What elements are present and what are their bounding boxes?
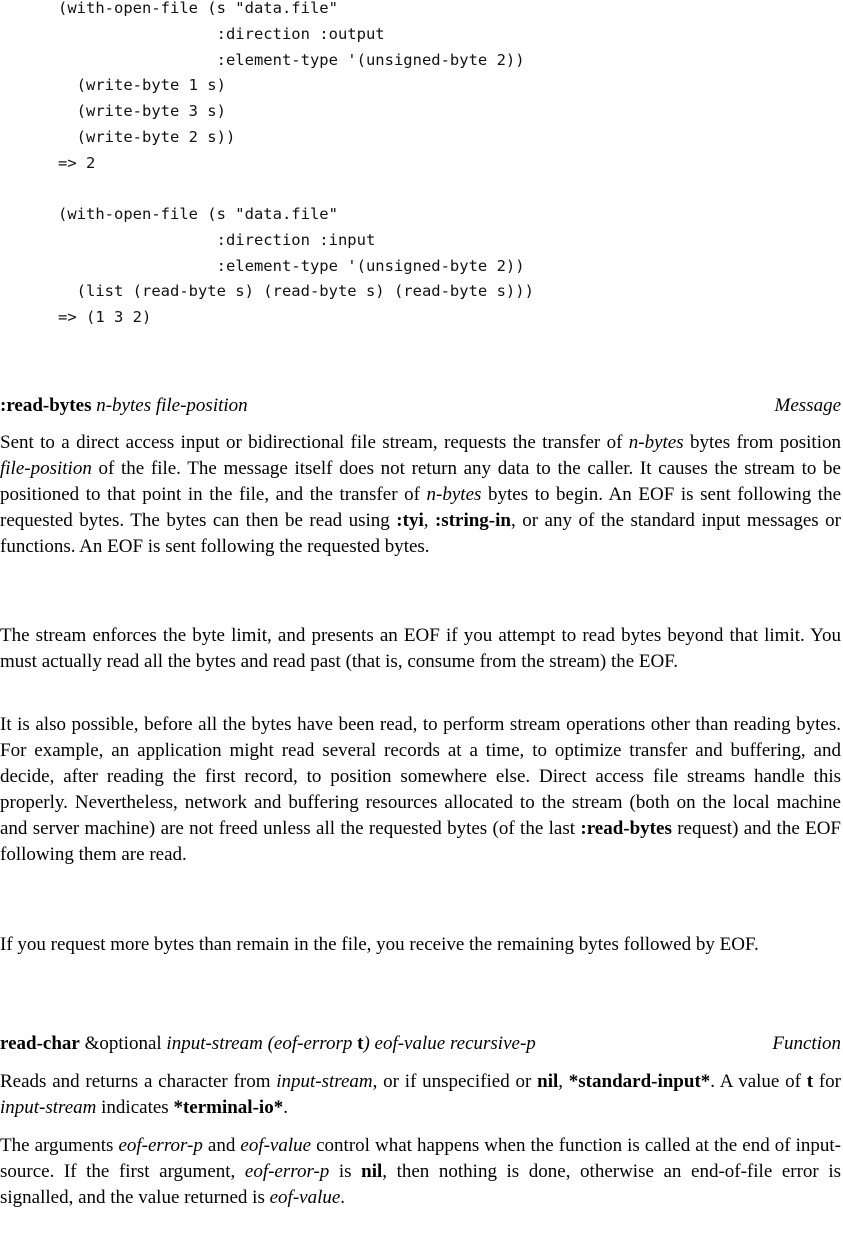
keyword-ref: *terminal-io*	[173, 1097, 284, 1118]
code-line: (write-byte 1 s)	[58, 76, 226, 95]
text-run: .	[340, 1187, 346, 1208]
code-line: :direction :output	[58, 24, 385, 43]
read-bytes-description-paragraph	[0, 430, 841, 560]
code-example-input	[58, 202, 534, 331]
arg-ref: eof-error-p	[118, 1135, 203, 1156]
eof-arguments-paragraph	[0, 1133, 841, 1211]
arg-ref: n-bytes	[426, 484, 482, 505]
text-run: , then nothing is done, otherwise an end-of-file error is signalled, and the value returned is	[0, 1161, 841, 1208]
entry-type: Message	[774, 395, 841, 416]
read-char-description-paragraph	[0, 1069, 841, 1121]
text-run: The arguments	[0, 1135, 119, 1156]
entry-name: read-char	[0, 1033, 80, 1054]
entry-arg: recursive-p	[449, 1033, 536, 1054]
code-line: :direction :input	[58, 230, 376, 249]
code-line: (write-byte 3 s)	[58, 102, 226, 121]
text-run: is	[329, 1161, 362, 1182]
arg-ref: input-stream	[0, 1097, 97, 1118]
text-run: of the file. The message itself does not return any data to the caller. It causes the stream to be positioned to that point in the file, and the transfer of	[0, 458, 841, 505]
entry-name: :read-bytes	[0, 395, 92, 416]
text-run: .	[283, 1097, 288, 1118]
entry-arg: (eof-errorp	[267, 1033, 353, 1054]
arg-ref: eof-value	[240, 1135, 312, 1156]
entry-type: Function	[772, 1033, 841, 1054]
keyword-ref: *standard-input*	[568, 1071, 711, 1092]
entry-heading-read-char	[0, 1032, 841, 1056]
text-run: for	[813, 1071, 841, 1092]
text-run: It is also possible, before all the bytes have been read, to perform stream operations other than reading bytes. For example, an application might read several records at a time, to optimize transfer and buffering, and decide, after reading the first record, to position somewhere else. Direct access file streams handle this properly. Nevertheless, network and buffering resources allocated to the stream (both on the local machine and server machine) are not freed unless all the requested bytes (of the last	[0, 714, 841, 839]
text-run: control what happens when the function is called at the end of input-source. If the first argument,	[0, 1135, 842, 1182]
text-run: , or if unspecified or	[372, 1071, 538, 1092]
code-result: => (1 3 2)	[58, 308, 152, 327]
text-run: Reads and returns a character from	[0, 1071, 277, 1092]
code-line: (with-open-file (s "data.file"	[58, 0, 338, 17]
code-result: => 2	[58, 153, 96, 172]
remaining-bytes-paragraph: If you request more bytes than remain in the file, you receive the remaining bytes followed by EOF.	[0, 934, 759, 955]
text-run: bytes from position	[683, 432, 841, 453]
code-line: (list (read-byte s) (read-byte s) (read-byte s)))	[58, 282, 534, 301]
arg-ref: eof-value	[269, 1187, 341, 1208]
text-run: and	[202, 1135, 241, 1156]
code-line: (write-byte 2 s))	[58, 127, 236, 146]
stream-operations-paragraph	[0, 712, 841, 868]
text-run: indicates	[96, 1097, 174, 1118]
keyword-ref: nil	[361, 1161, 383, 1182]
arg-ref: input-stream	[276, 1071, 373, 1092]
code-example-output	[58, 0, 525, 177]
keyword-ref: :tyi	[396, 510, 424, 531]
text-run: bytes to begin. An EOF is sent following the requested bytes. The bytes can then be read using	[0, 484, 841, 531]
byte-limit-paragraph: The stream enforces the byte limit, and presents an EOF if you attempt to read bytes beyond that limit. You must actually read all the bytes and read past (that is, consume from the stream) the EOF.	[0, 625, 841, 672]
entry-args: n-bytes file-position	[96, 395, 248, 416]
keyword-ref: :read-bytes	[580, 818, 672, 839]
code-line: :element-type '(unsigned-byte 2))	[58, 50, 525, 69]
code-line: (with-open-file (s "data.file"	[58, 205, 338, 223]
arg-ref: n-bytes	[628, 432, 684, 453]
text-run: ,	[423, 510, 435, 531]
text-run: Sent to a direct access input or bidirectional file stream, requests the transfer of	[0, 432, 629, 453]
text-run: , or any of the standard input messages or functions. An EOF is sent following the requested bytes.	[0, 510, 842, 557]
entry-arg: input-stream	[166, 1033, 263, 1054]
keyword-ref: nil	[537, 1071, 559, 1092]
text-run: ,	[558, 1071, 569, 1092]
entry-arg: eof-value	[374, 1033, 446, 1054]
text-run: request) and the EOF following them are read.	[0, 818, 841, 865]
entry-heading-read-bytes	[0, 394, 841, 418]
keyword-ref: t	[806, 1071, 814, 1092]
entry-arg-default: t	[357, 1033, 364, 1054]
arg-ref: eof-error-p	[244, 1161, 330, 1182]
code-line: :element-type '(unsigned-byte 2))	[58, 256, 525, 275]
text-run: . A value of	[710, 1071, 807, 1092]
keyword-ref: :string-in	[434, 510, 511, 531]
lambda-keyword: &optional	[84, 1033, 162, 1054]
arg-ref: file-position	[0, 458, 92, 479]
entry-arg: )	[363, 1033, 370, 1054]
